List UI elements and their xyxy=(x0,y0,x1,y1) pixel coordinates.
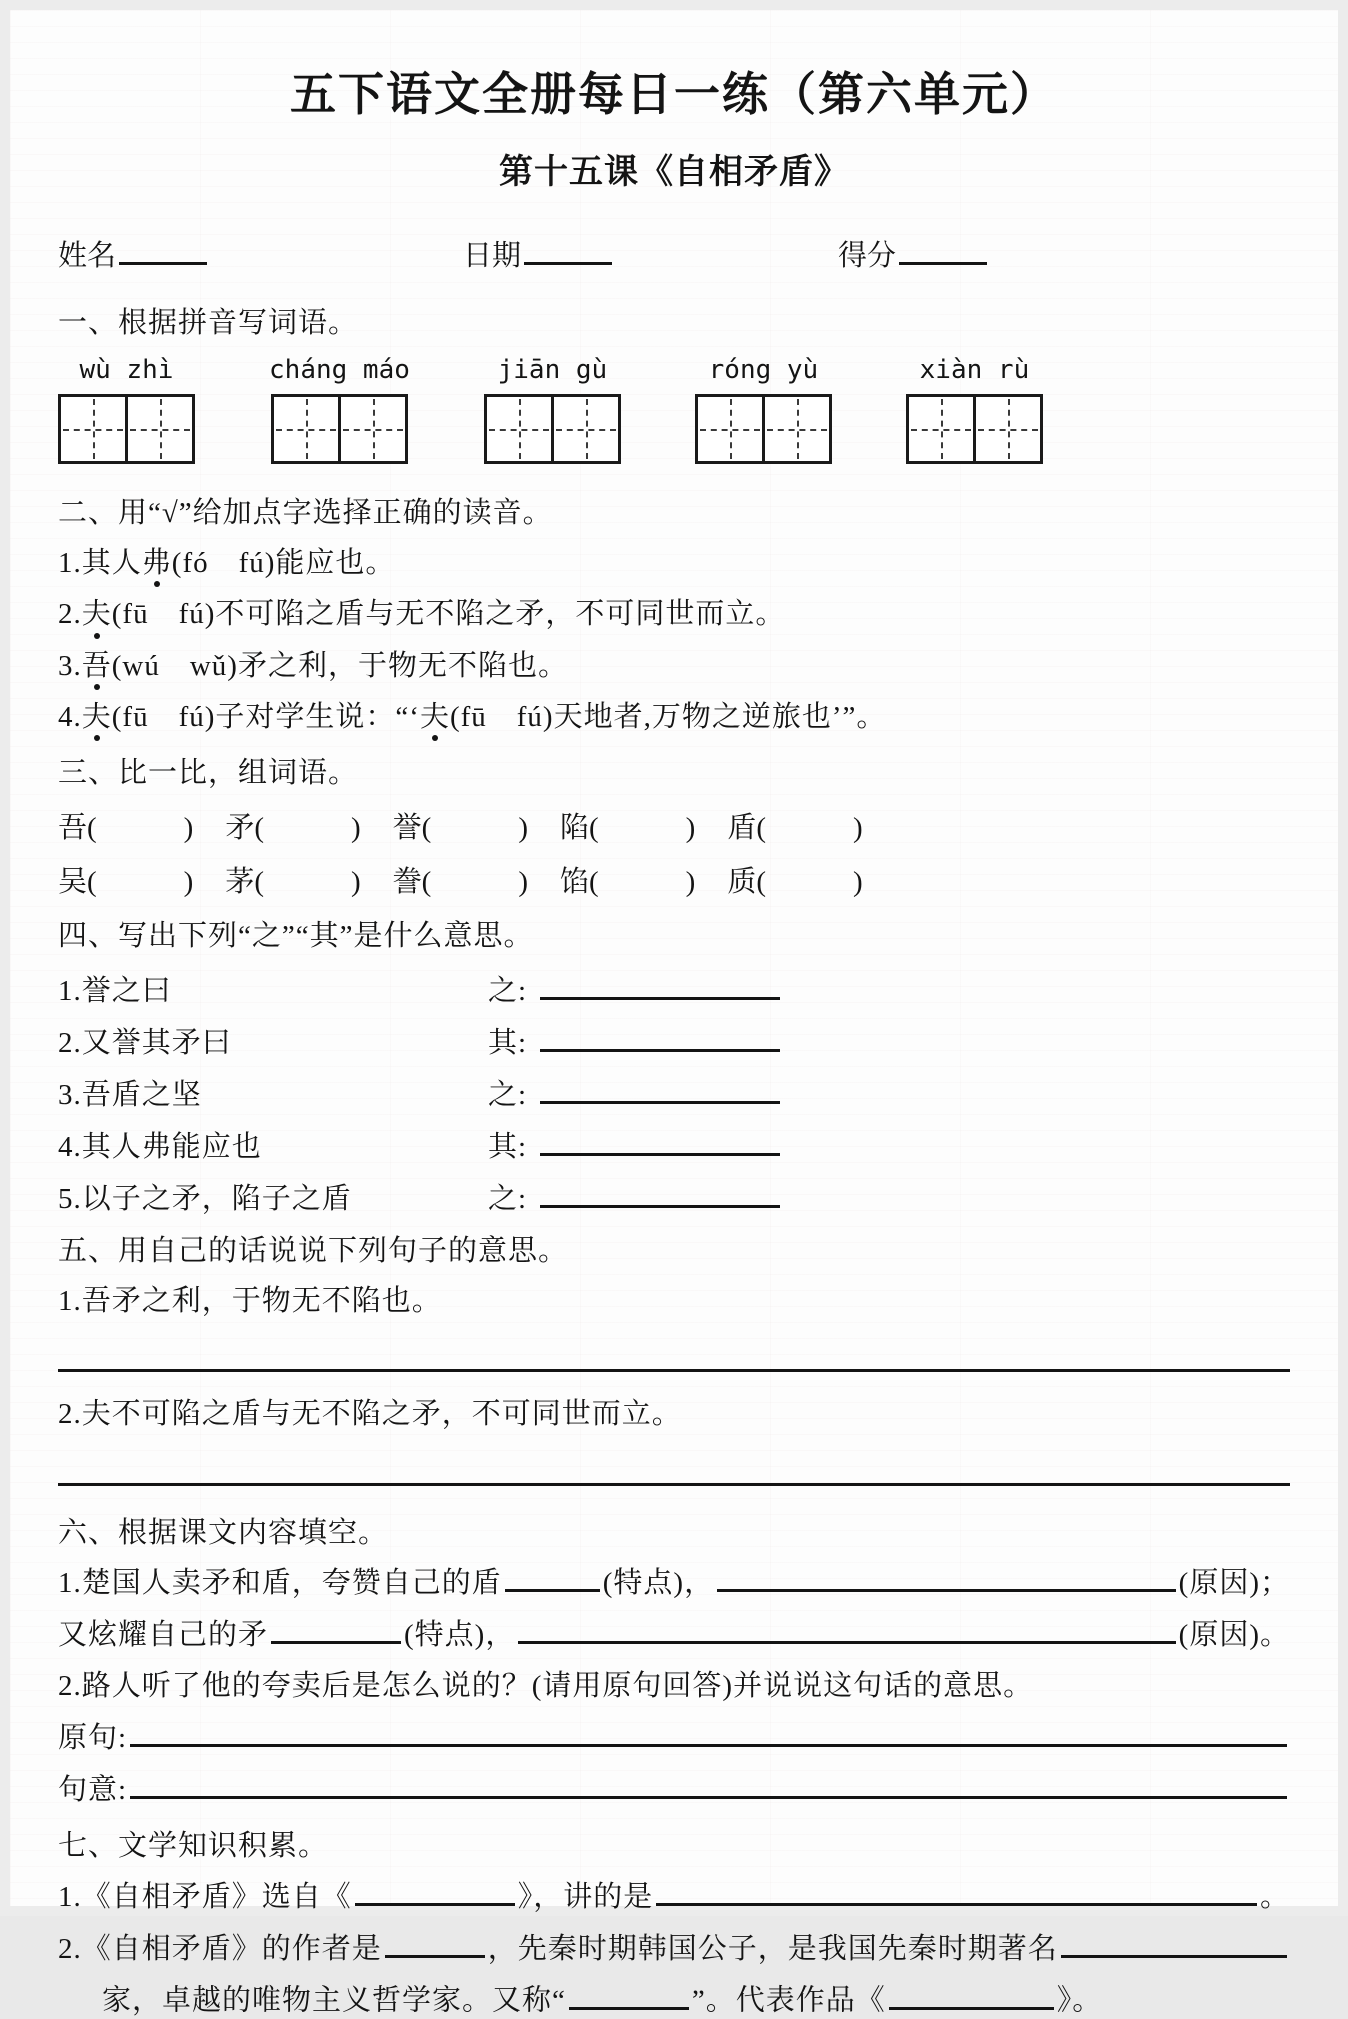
section6-header: 六、根据课文内容填空。 xyxy=(58,1516,389,1549)
compare-cell[interactable]: 誉( ) xyxy=(392,812,528,844)
fill-blank-line xyxy=(58,1565,1290,1602)
date-label: 日期 xyxy=(463,240,522,272)
question-line xyxy=(58,699,1290,735)
key-char-label: 之: xyxy=(488,1183,528,1215)
question-text: (特点)， xyxy=(602,1567,715,1600)
dotted-char: 吾 xyxy=(82,648,112,684)
answer-blank[interactable] xyxy=(505,1565,600,1593)
name-blank[interactable] xyxy=(119,237,207,265)
phrase-text: 1.誉之曰 xyxy=(58,975,172,1007)
compare-row xyxy=(58,805,1290,846)
word-group xyxy=(484,355,621,464)
pinyin-label: jiān gù xyxy=(497,355,608,385)
answer-blank[interactable] xyxy=(385,1930,485,1958)
answer-blank[interactable] xyxy=(540,1180,780,1208)
question-text: ”。代表作品《 xyxy=(691,1984,886,2017)
fill-blank-line xyxy=(58,1930,1290,1967)
writing-grid-cell[interactable] xyxy=(698,397,762,461)
question-text: 2.路人听了他的夸卖后是怎么说的？(请用原句回答)并说说这句话的意思。 xyxy=(58,1670,1034,1703)
writing-grid[interactable] xyxy=(271,394,408,464)
question-text: 2. xyxy=(58,598,82,631)
question-text: 。 xyxy=(1259,1880,1290,1913)
writing-grid[interactable] xyxy=(695,394,832,464)
compare-row xyxy=(58,859,1290,900)
phrase-text: 5.以子之矛，陷子之盾 xyxy=(58,1183,352,1215)
compare-cell[interactable]: 誊( ) xyxy=(392,866,528,898)
answer-blank[interactable] xyxy=(130,1720,1287,1748)
answer-blank[interactable] xyxy=(540,1076,780,1104)
compare-cell[interactable]: 质( ) xyxy=(727,866,863,898)
question-text: 1.其人 xyxy=(58,547,142,579)
score-blank[interactable] xyxy=(899,237,987,265)
question-text: 》。 xyxy=(1056,1984,1103,2017)
dotted-char: 夫 xyxy=(82,596,112,632)
answer-blank[interactable] xyxy=(569,1982,689,2010)
question-text: 家，卓越的唯物主义哲学家。又称“ xyxy=(102,1984,566,2017)
section3-header: 三、比一比，组词语。 xyxy=(58,757,359,789)
pinyin-label: cháng máo xyxy=(269,355,410,385)
phrase-text: 4.其人弗能应也 xyxy=(58,1131,262,1163)
answer-line[interactable] xyxy=(58,1369,1290,1372)
section7-header: 七、文学知识积累。 xyxy=(58,1830,329,1863)
phrase-text: 3.吾盾之坚 xyxy=(58,1079,202,1111)
lesson-title: 第十五课《自相矛盾》 xyxy=(499,154,849,191)
meaning-row xyxy=(58,968,1290,1009)
dotted-char: 夫 xyxy=(82,699,112,735)
writing-grid-cell[interactable] xyxy=(551,397,618,461)
word-group xyxy=(695,355,832,464)
key-char-label: 其: xyxy=(488,1027,528,1059)
answer-blank[interactable] xyxy=(1061,1930,1287,1958)
meaning-label: 句意: xyxy=(58,1774,128,1807)
pinyin-word-row xyxy=(58,355,1043,464)
question-text: (fó fú)能应也。 xyxy=(171,547,396,579)
question-text: 4. xyxy=(58,700,82,733)
date-blank[interactable] xyxy=(524,237,612,265)
section5-header: 五、用自己的话说说下列句子的意思。 xyxy=(58,1235,569,1267)
writing-grid-cell[interactable] xyxy=(762,397,829,461)
key-char-label: 其: xyxy=(488,1131,528,1163)
name-label: 姓名 xyxy=(58,240,117,272)
answer-blank[interactable] xyxy=(540,1024,780,1052)
writing-grid[interactable] xyxy=(58,394,195,464)
date-field xyxy=(463,233,838,274)
question-text: (原因)。 xyxy=(1178,1619,1290,1652)
answer-line[interactable] xyxy=(58,1483,1290,1486)
meaning-row xyxy=(58,1020,1290,1061)
question-text: (fū fú)不可陷之盾与无不陷之矛，不可同世而立。 xyxy=(111,598,786,631)
meaning-row xyxy=(58,1176,1290,1217)
question-text: (fū fú)天地者,万物之逆旅也’”。 xyxy=(449,700,887,733)
writing-grid-cell[interactable] xyxy=(125,397,192,461)
compare-cell[interactable]: 茅( ) xyxy=(225,866,361,898)
word-group xyxy=(58,355,195,464)
question-text: (wú wǔ)矛之利，于物无不陷也。 xyxy=(111,649,568,682)
answer-blank[interactable] xyxy=(130,1771,1287,1799)
writing-grid-cell[interactable] xyxy=(487,397,551,461)
compare-cell[interactable]: 吾( ) xyxy=(58,812,194,844)
answer-blank[interactable] xyxy=(540,1128,780,1156)
sentence-text: 1.吾矛之利，于物无不陷也。 xyxy=(58,1285,442,1317)
compare-cell[interactable]: 陷( ) xyxy=(559,812,696,844)
dotted-char: 弗 xyxy=(142,545,172,581)
question-text: 1.楚国人卖矛和盾，夸赞自己的盾 xyxy=(58,1567,502,1600)
page-title: 五下语文全册每日一练（第六单元） xyxy=(290,69,1058,120)
compare-cell[interactable]: 盾( ) xyxy=(727,812,863,844)
meaning-row xyxy=(58,1072,1290,1113)
compare-cell[interactable]: 馅( ) xyxy=(559,866,696,898)
answer-blank[interactable] xyxy=(656,1878,1257,1906)
answer-blank[interactable] xyxy=(271,1616,401,1644)
question-text: ，先秦时期韩国公子，是我国先秦时期著名 xyxy=(487,1932,1058,1965)
compare-cell[interactable]: 吴( ) xyxy=(58,866,194,898)
score-field xyxy=(838,233,1290,274)
question-text: 2.《自相矛盾》的作者是 xyxy=(58,1932,382,1965)
fill-blank-line xyxy=(58,1878,1290,1915)
writing-grid-cell[interactable] xyxy=(338,397,405,461)
section1-header: 一、根据拼音写词语。 xyxy=(58,307,359,339)
word-group xyxy=(906,355,1043,464)
answer-blank[interactable] xyxy=(540,972,780,1000)
original-label: 原句: xyxy=(58,1722,128,1755)
writing-grid-cell[interactable] xyxy=(909,397,973,461)
question-text: 3. xyxy=(58,649,82,682)
question-text: 》，讲的是 xyxy=(517,1880,654,1913)
sentence-text: 2.夫不可陷之盾与无不陷之矛，不可同世而立。 xyxy=(58,1398,682,1431)
pinyin-label: xiàn rù xyxy=(919,355,1030,385)
question-line xyxy=(58,545,1290,581)
writing-grid[interactable] xyxy=(906,394,1043,464)
answer-blank[interactable] xyxy=(717,1565,1176,1593)
pinyin-label: róng yù xyxy=(708,355,819,385)
original-sentence-line xyxy=(58,1720,1290,1757)
question-text: (特点)， xyxy=(404,1619,516,1652)
question-text: 1.《自相矛盾》选自《 xyxy=(58,1880,352,1913)
writing-grid[interactable] xyxy=(484,394,621,464)
info-fields xyxy=(58,233,1290,274)
question-text: 又炫耀自己的矛 xyxy=(58,1619,269,1652)
question-line xyxy=(58,648,1290,684)
answer-blank[interactable] xyxy=(518,1616,1175,1644)
answer-blank[interactable] xyxy=(889,1982,1054,2010)
key-char-label: 之: xyxy=(488,1079,528,1111)
meaning-sentence-line xyxy=(58,1771,1290,1808)
section2-header: 二、用“√”给加点字选择正确的读音。 xyxy=(58,497,553,529)
writing-grid-cell[interactable] xyxy=(973,397,1040,461)
pinyin-label: wù zhì xyxy=(79,355,174,385)
question-text: (原因)； xyxy=(1178,1567,1290,1600)
key-char-label: 之: xyxy=(488,975,528,1007)
meaning-row xyxy=(58,1124,1290,1165)
word-group xyxy=(269,355,410,464)
fill-blank-line xyxy=(58,1616,1290,1653)
phrase-text: 2.又誉其矛曰 xyxy=(58,1027,232,1059)
section4-header: 四、写出下列“之”“其”是什么意思。 xyxy=(58,920,534,952)
name-field xyxy=(58,233,463,274)
fill-blank-line xyxy=(58,1982,1290,2019)
writing-grid-cell[interactable] xyxy=(274,397,338,461)
writing-grid-cell[interactable] xyxy=(61,397,125,461)
compare-cell[interactable]: 矛( ) xyxy=(225,812,361,844)
score-label: 得分 xyxy=(838,240,897,272)
dotted-char: 夫 xyxy=(420,699,450,735)
question-line xyxy=(58,596,1290,632)
question-text: (fū fú)子对学生说：“‘ xyxy=(111,700,420,733)
answer-blank[interactable] xyxy=(355,1878,515,1906)
